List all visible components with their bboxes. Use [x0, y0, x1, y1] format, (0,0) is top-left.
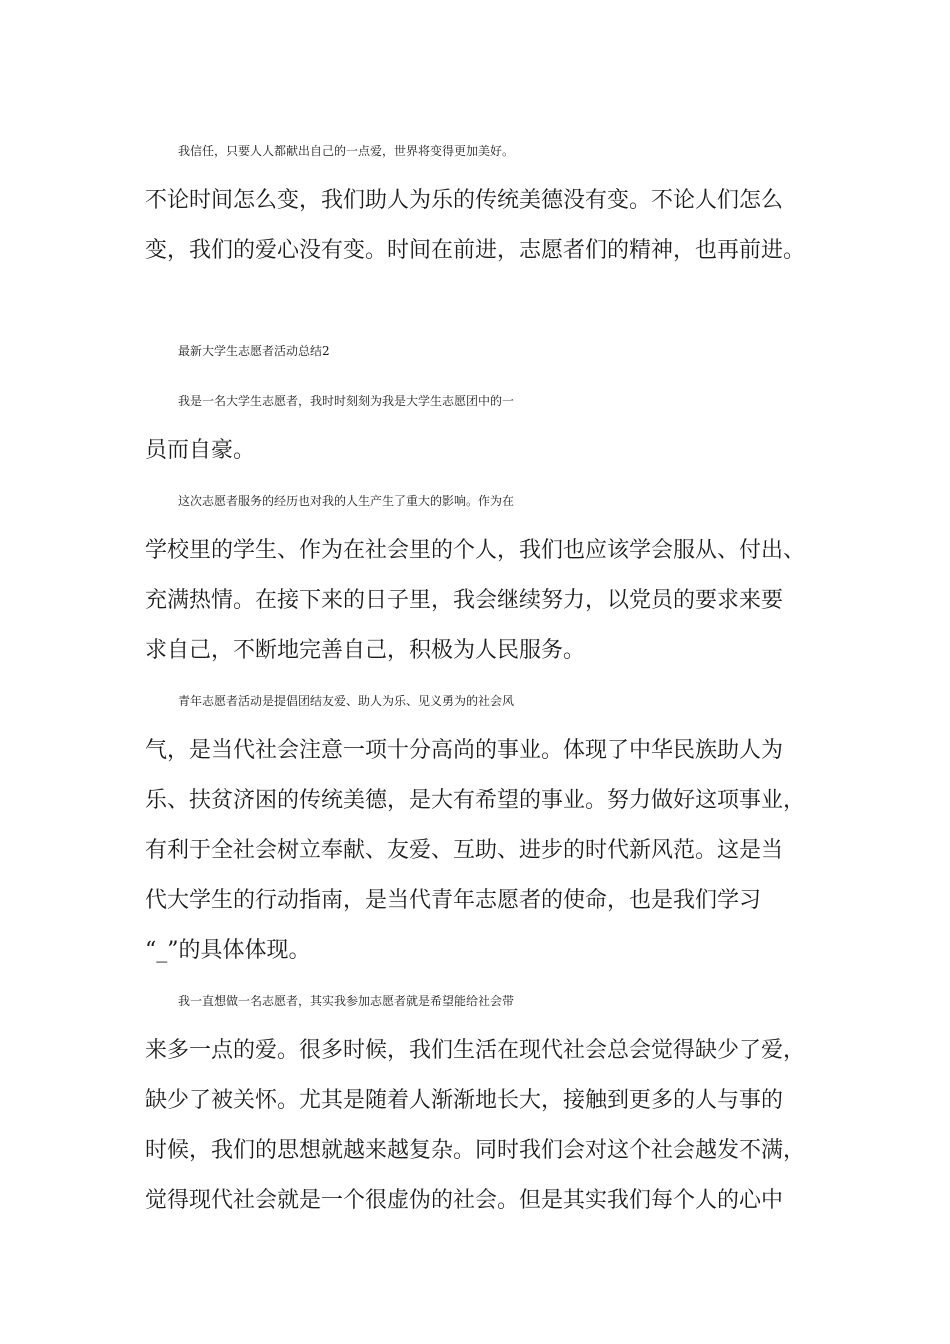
text-line: 乐、扶贫济困的传统美德，是大有希望的事业。努力做好这项事业，	[145, 788, 806, 813]
text-line: 我是一名大学生志愿者，我时时刻刻为我是大学生志愿团中的一	[178, 394, 515, 408]
text-line: 变，我们的爱心没有变。时间在前进，志愿者们的精神，也再前进。	[145, 238, 806, 263]
text-line: 青年志愿者活动是提倡团结友爱、助人为乐、见义勇为的社会风	[178, 694, 515, 708]
text-line: 代大学生的行动指南，是当代青年志愿者的使命，也是我们学习	[145, 888, 762, 913]
text-line: 不论时间怎么变，我们助人为乐的传统美德没有变。不论人们怎么	[145, 188, 784, 213]
text-line: “_”的具体体现。	[145, 938, 311, 963]
text-line: 我信任，只要人人都献出自己的一点爱，世界将变得更加美好。	[178, 144, 515, 158]
text-line: 时候，我们的思想就越来越复杂。同时我们会对这个社会越发不满，	[145, 1138, 806, 1163]
section-heading: 最新大学生志愿者活动总结2	[178, 344, 330, 358]
text-line: 缺少了被关怀。尤其是随着人渐渐地长大，接触到更多的人与事的	[145, 1088, 784, 1113]
text-line: 这次志愿者服务的经历也对我的人生产生了重大的影响。作为在	[178, 494, 515, 508]
text-line: 学校里的学生、作为在社会里的个人，我们也应该学会服从、付出、	[145, 538, 806, 563]
text-line: 觉得现代社会就是一个很虚伪的社会。但是其实我们每个人的心中	[145, 1188, 784, 1213]
text-line: 充满热情。在接下来的日子里，我会继续努力，以党员的要求来要	[145, 588, 784, 613]
text-line: 有利于全社会树立奉献、友爱、互助、进步的时代新风范。这是当	[145, 838, 784, 863]
text-line: 来多一点的爱。很多时候，我们生活在现代社会总会觉得缺少了爱，	[145, 1038, 806, 1063]
text-line: 气，是当代社会注意一项十分高尚的事业。体现了中华民族助人为	[145, 738, 784, 763]
text-line: 员而自豪。	[145, 438, 256, 463]
text-line: 求自己，不断地完善自己，积极为人民服务。	[145, 638, 586, 663]
text-line: 我一直想做一名志愿者，其实我参加志愿者就是希望能给社会带	[178, 994, 515, 1008]
